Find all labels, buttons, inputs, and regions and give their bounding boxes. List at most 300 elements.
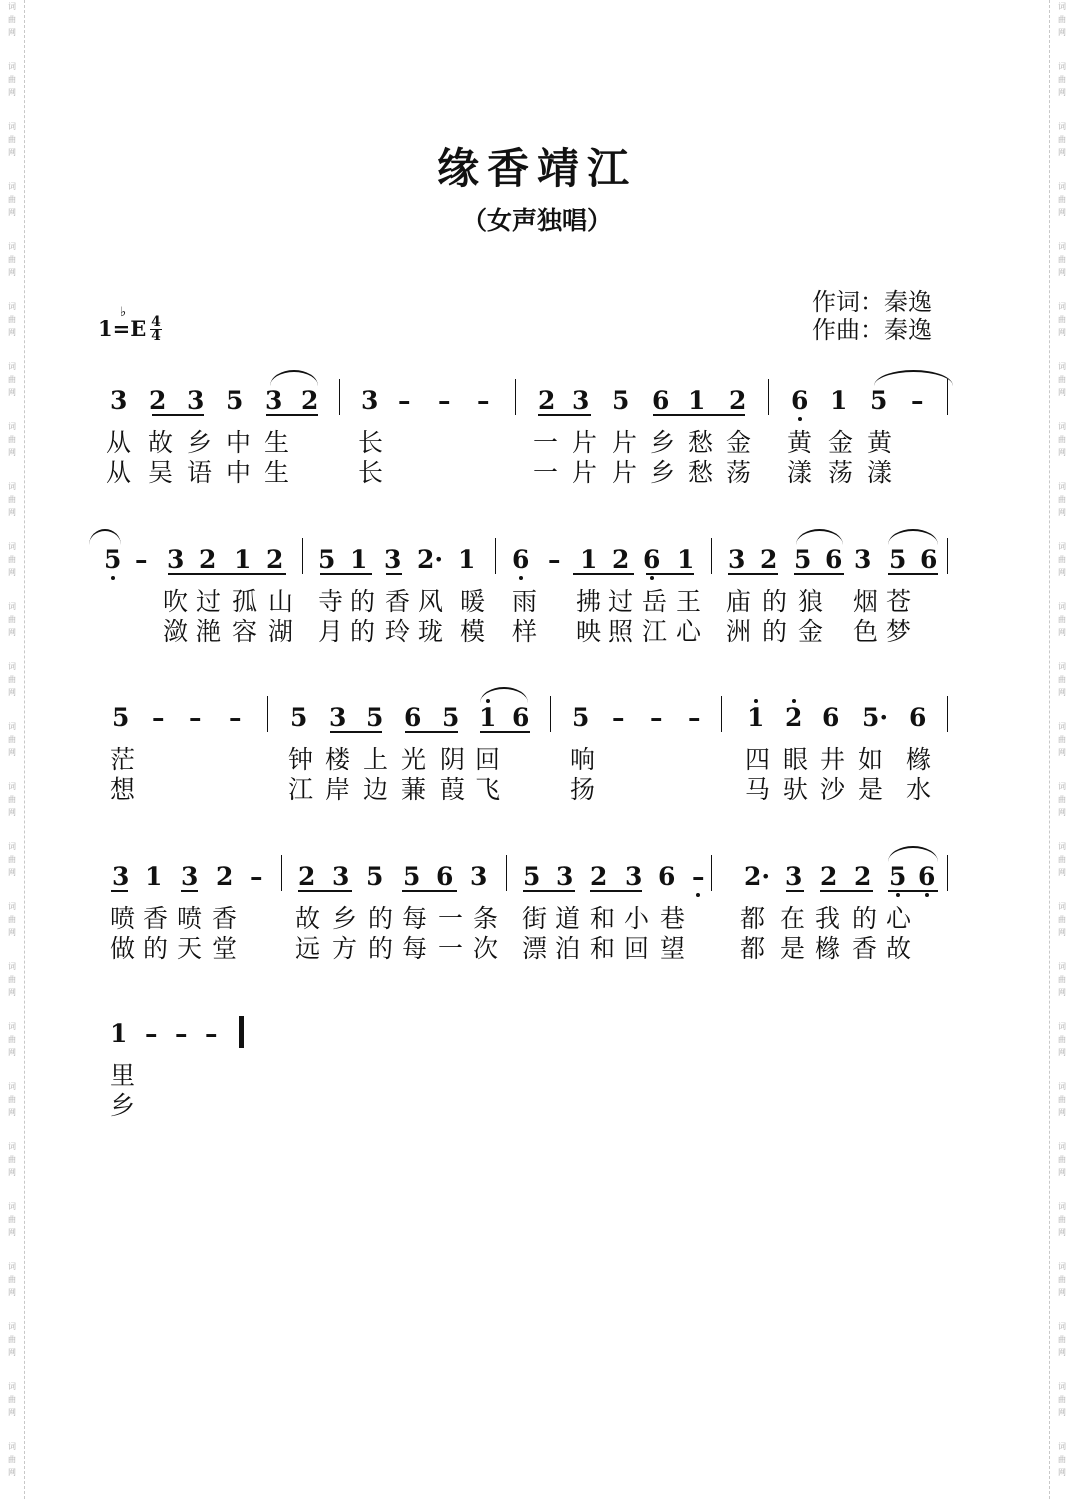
jianpu-note: 6 bbox=[512, 703, 530, 732]
jianpu-note: 1 bbox=[580, 545, 598, 574]
low-octave-dot bbox=[696, 893, 700, 897]
lyric-verse-1: 喷 bbox=[177, 904, 203, 933]
watermark-stamp: 词 曲 网 bbox=[1058, 1442, 1066, 1477]
lyric-verse-2: 的 bbox=[143, 934, 169, 963]
tie-arc bbox=[888, 846, 938, 862]
lyric-verse-2: 玲 bbox=[385, 617, 411, 646]
beam-underline bbox=[653, 414, 745, 416]
jianpu-note: – bbox=[175, 1019, 188, 1048]
beam-underline bbox=[405, 731, 458, 733]
jianpu-note: 3 bbox=[854, 545, 872, 574]
lyric-verse-2: 飞 bbox=[475, 775, 501, 804]
jianpu-note: 1 bbox=[479, 704, 496, 732]
jianpu-note: – bbox=[438, 386, 451, 415]
time-signature bbox=[150, 316, 162, 343]
jianpu-note: 5 bbox=[889, 863, 906, 891]
lyric-verse-2: 漾 bbox=[867, 458, 893, 487]
lyric-verse-2: 片 bbox=[612, 458, 638, 487]
jianpu-note: 2 bbox=[590, 862, 608, 891]
lyric-verse-2: 洲 bbox=[726, 617, 752, 646]
beam-underline bbox=[320, 573, 372, 575]
lyric-verse-2: 荡 bbox=[828, 458, 854, 487]
beam-underline bbox=[298, 890, 352, 892]
barline bbox=[721, 696, 722, 732]
lyric-verse-2: 漂 bbox=[522, 934, 548, 963]
lyric-verse-1: 寺 bbox=[318, 587, 344, 616]
jianpu-note: 2 bbox=[298, 862, 316, 891]
lyric-verse-2: 一 bbox=[438, 934, 464, 963]
lyric-verse-1: 过 bbox=[196, 587, 222, 616]
jianpu-note: 3 bbox=[384, 545, 402, 574]
lyric-verse-1: 岳 bbox=[642, 587, 668, 616]
lyric-verse-1: 喷 bbox=[110, 904, 136, 933]
lyric-verse-1: 乡 bbox=[332, 904, 358, 933]
lyric-verse-1: 的 bbox=[762, 587, 788, 616]
lyric-verse-1: 吹 bbox=[163, 587, 189, 616]
jianpu-note: – bbox=[152, 703, 165, 732]
lyric-verse-1: 香 bbox=[385, 587, 411, 616]
jianpu-note: 1 bbox=[688, 386, 706, 415]
high-octave-dot bbox=[754, 699, 758, 703]
lyric-verse-1: 孤 bbox=[232, 587, 258, 616]
watermark-stamp: 词 曲 网 bbox=[1058, 242, 1066, 277]
jianpu-note: – bbox=[688, 703, 701, 732]
lyric-verse-2: 从 bbox=[106, 458, 132, 487]
barline bbox=[339, 379, 340, 415]
lyric-verse-1: 暖 bbox=[460, 587, 486, 616]
watermark-stamp: 词 曲 网 bbox=[1058, 662, 1066, 697]
jianpu-note: 3 bbox=[110, 386, 128, 415]
jianpu-note: 3 bbox=[167, 545, 185, 574]
watermark-stamp: 词 曲 网 bbox=[8, 362, 16, 397]
lyric-verse-2: 中 bbox=[226, 458, 252, 487]
jianpu-note: – bbox=[692, 863, 705, 891]
jianpu-note: 1 bbox=[350, 545, 368, 574]
lyric-verse-1: 中 bbox=[226, 428, 252, 457]
watermark-stamp: 词 曲 网 bbox=[8, 482, 16, 517]
lyric-verse-1: 心 bbox=[886, 904, 912, 933]
beam-underline bbox=[794, 573, 844, 575]
jianpu-note: 6 bbox=[436, 862, 454, 891]
barline bbox=[515, 379, 516, 415]
watermark-stamp: 词 曲 网 bbox=[8, 542, 16, 577]
lyric-verse-1: 街 bbox=[522, 904, 548, 933]
watermark-stamp: 词 曲 网 bbox=[1058, 542, 1066, 577]
watermark-stamp: 词 曲 网 bbox=[1058, 962, 1066, 997]
watermark-stamp: 词 曲 网 bbox=[8, 1322, 16, 1357]
lyric-verse-2: 岸 bbox=[325, 775, 351, 804]
jianpu-note: 6 bbox=[658, 862, 676, 891]
lyric-verse-2: 泊 bbox=[555, 934, 581, 963]
lyric-verse-1: 片 bbox=[572, 428, 598, 457]
jianpu-note: – bbox=[135, 545, 148, 574]
lyric-verse-2: 沙 bbox=[820, 775, 846, 804]
lyric-verse-2: 珑 bbox=[418, 617, 444, 646]
lyric-verse-2: 湖 bbox=[268, 617, 294, 646]
beam-underline bbox=[111, 890, 128, 892]
watermark-stamp: 词 曲 网 bbox=[1058, 62, 1066, 97]
lyric-verse-2: 梦 bbox=[886, 617, 912, 646]
lyric-verse-2: 一 bbox=[533, 458, 559, 487]
watermark-stamp: 词 曲 网 bbox=[1058, 1382, 1066, 1417]
lyricist-credit: 作词：秦逸 bbox=[812, 288, 932, 316]
jianpu-note: 3 bbox=[332, 862, 350, 891]
lyric-verse-2: 远 bbox=[295, 934, 321, 963]
jianpu-note: 5 bbox=[318, 545, 336, 574]
lyric-verse-2: 驮 bbox=[783, 775, 809, 804]
lyric-verse-2: 江 bbox=[288, 775, 314, 804]
lyric-verse-1: 乡 bbox=[650, 428, 676, 457]
watermark-stamp: 词 曲 网 bbox=[8, 302, 16, 337]
jianpu-note: 2 bbox=[301, 386, 319, 415]
jianpu-note: 3 bbox=[470, 862, 488, 891]
low-octave-dot bbox=[896, 893, 900, 897]
jianpu-note: 5 bbox=[366, 703, 384, 732]
beam-underline bbox=[646, 573, 694, 575]
lyric-verse-1: 茫 bbox=[110, 745, 136, 774]
key-text: 1=E bbox=[98, 316, 147, 341]
watermark-stamp: 词 曲 网 bbox=[1058, 1202, 1066, 1237]
watermark-stamp: 词 曲 网 bbox=[1058, 302, 1066, 337]
watermark-stamp: 词 曲 网 bbox=[1058, 1142, 1066, 1177]
jianpu-note: 5 bbox=[523, 862, 541, 891]
watermark-stamp: 词 曲 网 bbox=[8, 422, 16, 457]
tie-arc bbox=[270, 370, 318, 386]
barline bbox=[506, 855, 507, 891]
jianpu-note: – bbox=[911, 386, 924, 415]
watermark-stamp: 词 曲 网 bbox=[1058, 1322, 1066, 1357]
flat-sign: ♭ bbox=[120, 305, 127, 320]
lyric-verse-2: 次 bbox=[473, 934, 499, 963]
lyric-verse-2: 片 bbox=[572, 458, 598, 487]
watermark-stamp: 词 曲 网 bbox=[8, 782, 16, 817]
lyric-verse-1: 过 bbox=[608, 587, 634, 616]
jianpu-note: 6 bbox=[909, 703, 927, 732]
jianpu-note: 5 bbox=[112, 703, 130, 732]
lyric-verse-2: 照 bbox=[608, 617, 634, 646]
lyric-verse-2: 乡 bbox=[650, 458, 676, 487]
beam-underline bbox=[888, 890, 938, 892]
watermark-stamp: 词 曲 网 bbox=[1058, 2, 1066, 37]
beam-underline bbox=[181, 890, 198, 892]
watermark-stamp: 词 曲 网 bbox=[1058, 1022, 1066, 1057]
lyric-verse-2: 映 bbox=[576, 617, 602, 646]
lyric-verse-2: 语 bbox=[187, 458, 213, 487]
lyric-verse-1: 道 bbox=[555, 904, 581, 933]
jianpu-note: – bbox=[398, 386, 411, 415]
jianpu-note: – bbox=[250, 862, 263, 891]
tie-arc bbox=[480, 687, 528, 703]
time-numerator: 4 bbox=[151, 314, 161, 330]
beam-underline bbox=[888, 573, 938, 575]
lyric-verse-2: 生 bbox=[264, 458, 290, 487]
jianpu-note: 2 bbox=[729, 386, 747, 415]
watermark-stamp: 词 曲 网 bbox=[1058, 722, 1066, 757]
lyric-verse-2: 做 bbox=[110, 934, 136, 963]
low-octave-dot bbox=[519, 576, 523, 580]
jianpu-note: 3 bbox=[728, 545, 746, 574]
lyric-verse-2: 的 bbox=[762, 617, 788, 646]
lyric-verse-1: 小 bbox=[624, 904, 650, 933]
watermark-stamp: 词 曲 网 bbox=[1058, 182, 1066, 217]
lyric-verse-2: 是 bbox=[858, 775, 884, 804]
jianpu-note: 6 bbox=[918, 863, 935, 891]
watermark-stamp: 词 曲 网 bbox=[8, 1442, 16, 1477]
lyric-verse-1: 如 bbox=[858, 745, 884, 774]
lyric-verse-2: 色 bbox=[853, 617, 879, 646]
lyric-verse-1: 条 bbox=[473, 904, 499, 933]
tie-arc bbox=[89, 529, 121, 545]
lyric-verse-1: 楼 bbox=[325, 745, 351, 774]
jianpu-note: 3 bbox=[572, 386, 590, 415]
lyric-verse-2: 回 bbox=[624, 934, 650, 963]
watermark-stamp: 词 曲 网 bbox=[1058, 122, 1066, 157]
watermark-stamp: 词 曲 网 bbox=[8, 182, 16, 217]
beam-underline bbox=[386, 573, 402, 575]
jianpu-note: 6 bbox=[404, 703, 422, 732]
jianpu-note: 2 bbox=[760, 545, 778, 574]
jianpu-note: 6 bbox=[652, 386, 670, 415]
lyric-verse-1: 风 bbox=[418, 587, 444, 616]
lyric-verse-2: 望 bbox=[660, 934, 686, 963]
lyric-verse-1: 黄 bbox=[787, 428, 813, 457]
jianpu-note: 2· bbox=[417, 545, 444, 574]
lyric-verse-2: 是 bbox=[780, 934, 806, 963]
barline bbox=[302, 538, 303, 574]
lyric-verse-1: 拂 bbox=[576, 587, 602, 616]
lyric-verse-1: 金 bbox=[828, 428, 854, 457]
jianpu-note: 3 bbox=[265, 386, 283, 415]
watermark-stamp: 词 曲 网 bbox=[1058, 842, 1066, 877]
lyric-verse-1: 上 bbox=[363, 745, 389, 774]
lyric-verse-2: 吴 bbox=[148, 458, 174, 487]
lyric-verse-2: 模 bbox=[460, 617, 486, 646]
jianpu-note: 3 bbox=[625, 862, 643, 891]
lyric-verse-2: 滟 bbox=[196, 617, 222, 646]
lyric-verse-1: 在 bbox=[780, 904, 806, 933]
jianpu-note: 3 bbox=[329, 703, 347, 732]
song-subtitle: （女声独唱） bbox=[461, 206, 612, 235]
lyric-verse-1: 一 bbox=[533, 428, 559, 457]
lyric-verse-2: 潋 bbox=[163, 617, 189, 646]
tie-arc bbox=[796, 529, 843, 545]
song-title: 缘香靖江 bbox=[436, 144, 637, 193]
jianpu-note: – bbox=[189, 703, 202, 732]
watermark-stamp: 词 曲 网 bbox=[8, 62, 16, 97]
jianpu-note: 2 bbox=[538, 386, 556, 415]
barline bbox=[711, 855, 712, 891]
lyric-verse-2: 故 bbox=[886, 934, 912, 963]
tie-arc bbox=[874, 370, 953, 386]
jianpu-note: 3 bbox=[112, 862, 130, 891]
jianpu-note: 1 bbox=[234, 545, 252, 574]
jianpu-note: 1 bbox=[830, 386, 848, 415]
lyric-verse-2: 月 bbox=[318, 617, 344, 646]
beam-underline bbox=[168, 573, 286, 575]
lyric-verse-2: 蒹 bbox=[401, 775, 427, 804]
jianpu-note: 5 bbox=[870, 386, 888, 415]
lyric-verse-1: 生 bbox=[264, 428, 290, 457]
jianpu-note: 5 bbox=[403, 862, 421, 891]
watermark-stamp: 词 曲 网 bbox=[8, 842, 16, 877]
lyric-verse-1: 眼 bbox=[783, 745, 809, 774]
beam-underline bbox=[573, 573, 634, 575]
jianpu-note: 5 bbox=[889, 545, 907, 574]
jianpu-note: 3 bbox=[181, 862, 199, 891]
jianpu-note: 3 bbox=[187, 386, 205, 415]
lyric-verse-1: 每 bbox=[402, 904, 428, 933]
watermark-stamp: 词 曲 网 bbox=[1058, 902, 1066, 937]
lyric-verse-1: 光 bbox=[401, 745, 427, 774]
lyric-verse-2: 边 bbox=[363, 775, 389, 804]
jianpu-note: 5 bbox=[612, 386, 630, 415]
watermark-stamp: 词 曲 网 bbox=[8, 1022, 16, 1057]
lyric-verse-2: 和 bbox=[590, 934, 616, 963]
barline bbox=[947, 538, 948, 574]
lyric-verse-1: 故 bbox=[295, 904, 321, 933]
lyric-verse-1: 井 bbox=[820, 745, 846, 774]
jianpu-note: 5 bbox=[226, 386, 244, 415]
jianpu-note: 2 bbox=[266, 545, 284, 574]
watermark-stamp: 词 曲 网 bbox=[1058, 482, 1066, 517]
key-signature bbox=[98, 305, 147, 341]
jianpu-note: – bbox=[612, 703, 625, 732]
lyric-verse-2: 都 bbox=[740, 934, 766, 963]
lyric-verse-1: 都 bbox=[740, 904, 766, 933]
watermark-stamp: 词 曲 网 bbox=[8, 2, 16, 37]
lyric-verse-1: 庙 bbox=[726, 587, 752, 616]
lyric-verse-2: 水 bbox=[906, 775, 932, 804]
jianpu-note: 6 bbox=[822, 703, 840, 732]
high-octave-dot bbox=[792, 699, 796, 703]
lyric-verse-2: 容 bbox=[232, 617, 258, 646]
jianpu-note: – bbox=[205, 1019, 218, 1048]
beam-underline bbox=[402, 890, 457, 892]
jianpu-note: 1 bbox=[458, 545, 476, 574]
watermark-stamp: 词 曲 网 bbox=[8, 122, 16, 157]
low-octave-dot bbox=[798, 417, 802, 421]
jianpu-note: 1 bbox=[145, 862, 163, 891]
barline bbox=[267, 696, 268, 732]
barline bbox=[768, 379, 769, 415]
barline bbox=[947, 855, 948, 891]
lyric-verse-2: 心 bbox=[676, 617, 702, 646]
lyric-verse-2: 样 bbox=[512, 617, 538, 646]
jianpu-note: 5 bbox=[104, 546, 121, 574]
beam-underline bbox=[480, 731, 530, 733]
lyric-verse-1: 回 bbox=[475, 745, 501, 774]
lyric-verse-2: 漾 bbox=[787, 458, 813, 487]
time-denominator: 4 bbox=[151, 328, 161, 344]
jianpu-note: 2 bbox=[216, 862, 234, 891]
watermark-stamp: 词 曲 网 bbox=[1058, 1262, 1066, 1297]
lyric-verse-1: 一 bbox=[438, 904, 464, 933]
lyric-verse-1: 和 bbox=[590, 904, 616, 933]
watermark-stamp: 词 曲 网 bbox=[8, 1382, 16, 1417]
lyric-verse-1: 的 bbox=[368, 904, 394, 933]
lyric-verse-1: 苍 bbox=[886, 587, 912, 616]
low-octave-dot bbox=[111, 576, 115, 580]
watermark-stamp: 词 曲 网 bbox=[8, 602, 16, 637]
watermark-stamp: 词 曲 网 bbox=[1058, 782, 1066, 817]
lyric-verse-2: 想 bbox=[110, 775, 136, 804]
jianpu-note: 2 bbox=[854, 862, 872, 891]
beam-underline bbox=[820, 890, 873, 892]
lyric-verse-1: 长 bbox=[358, 428, 384, 457]
barline bbox=[550, 696, 551, 732]
tie-arc bbox=[888, 529, 938, 545]
watermark-stamp: 词 曲 网 bbox=[1058, 602, 1066, 637]
lyric-verse-2: 葭 bbox=[440, 775, 466, 804]
watermark-stamp: 词 曲 网 bbox=[8, 242, 16, 277]
lyric-verse-2: 方 bbox=[332, 934, 358, 963]
jianpu-note: 6 bbox=[825, 545, 843, 574]
lyric-verse-1: 里 bbox=[110, 1061, 136, 1090]
jianpu-note: 1 bbox=[747, 704, 764, 732]
lyric-verse-2: 江 bbox=[642, 617, 668, 646]
barline bbox=[281, 855, 282, 891]
jianpu-note: – bbox=[477, 386, 490, 415]
lyric-verse-1: 金 bbox=[726, 428, 752, 457]
lyric-verse-1: 钟 bbox=[288, 745, 314, 774]
lyric-verse-1: 橼 bbox=[906, 745, 932, 774]
jianpu-note: 5 bbox=[290, 703, 308, 732]
jianpu-note: 5 bbox=[794, 545, 812, 574]
jianpu-note: 5 bbox=[572, 703, 590, 732]
lyric-verse-1: 从 bbox=[106, 428, 132, 457]
jianpu-note: – bbox=[548, 545, 561, 574]
lyric-verse-2: 马 bbox=[745, 775, 771, 804]
jianpu-note: 2 bbox=[149, 386, 167, 415]
jianpu-note: 2 bbox=[199, 545, 217, 574]
lyric-verse-1: 烟 bbox=[853, 587, 879, 616]
lyric-verse-2: 橼 bbox=[815, 934, 841, 963]
beam-underline bbox=[538, 414, 591, 416]
beam-underline bbox=[330, 731, 382, 733]
lyric-verse-1: 我 bbox=[815, 904, 841, 933]
jianpu-note: 6 bbox=[791, 387, 808, 415]
lyric-verse-2: 天 bbox=[177, 934, 203, 963]
watermark-stamp: 词 曲 网 bbox=[8, 1262, 16, 1297]
lyric-verse-1: 香 bbox=[212, 904, 238, 933]
watermark-stamp: 词 曲 网 bbox=[8, 1082, 16, 1117]
lyric-verse-2: 长 bbox=[358, 458, 384, 487]
lyric-verse-1: 的 bbox=[350, 587, 376, 616]
composer-credit: 作曲：秦逸 bbox=[812, 316, 932, 344]
lyric-verse-1: 片 bbox=[612, 428, 638, 457]
jianpu-note: 5 bbox=[366, 862, 384, 891]
barline bbox=[947, 696, 948, 732]
jianpu-note: – bbox=[145, 1019, 158, 1048]
beam-underline bbox=[590, 890, 642, 892]
jianpu-note: 2 bbox=[612, 545, 630, 574]
watermark-stamp: 词 曲 网 bbox=[1058, 1082, 1066, 1117]
lyric-verse-1: 王 bbox=[676, 587, 702, 616]
jianpu-note: 3 bbox=[556, 862, 574, 891]
beam-underline bbox=[786, 890, 804, 892]
jianpu-note: 3 bbox=[785, 862, 803, 891]
barline bbox=[711, 538, 712, 574]
lyric-verse-1: 故 bbox=[148, 428, 174, 457]
watermark-stamp: 词 曲 网 bbox=[8, 722, 16, 757]
jianpu-note: 6 bbox=[512, 546, 529, 574]
lyric-verse-2: 香 bbox=[852, 934, 878, 963]
lyric-verse-2: 扬 bbox=[570, 775, 596, 804]
jianpu-note: 2 bbox=[820, 862, 838, 891]
lyric-verse-2: 乡 bbox=[110, 1091, 136, 1120]
lyric-verse-1: 黄 bbox=[867, 428, 893, 457]
lyric-verse-2: 金 bbox=[798, 617, 824, 646]
